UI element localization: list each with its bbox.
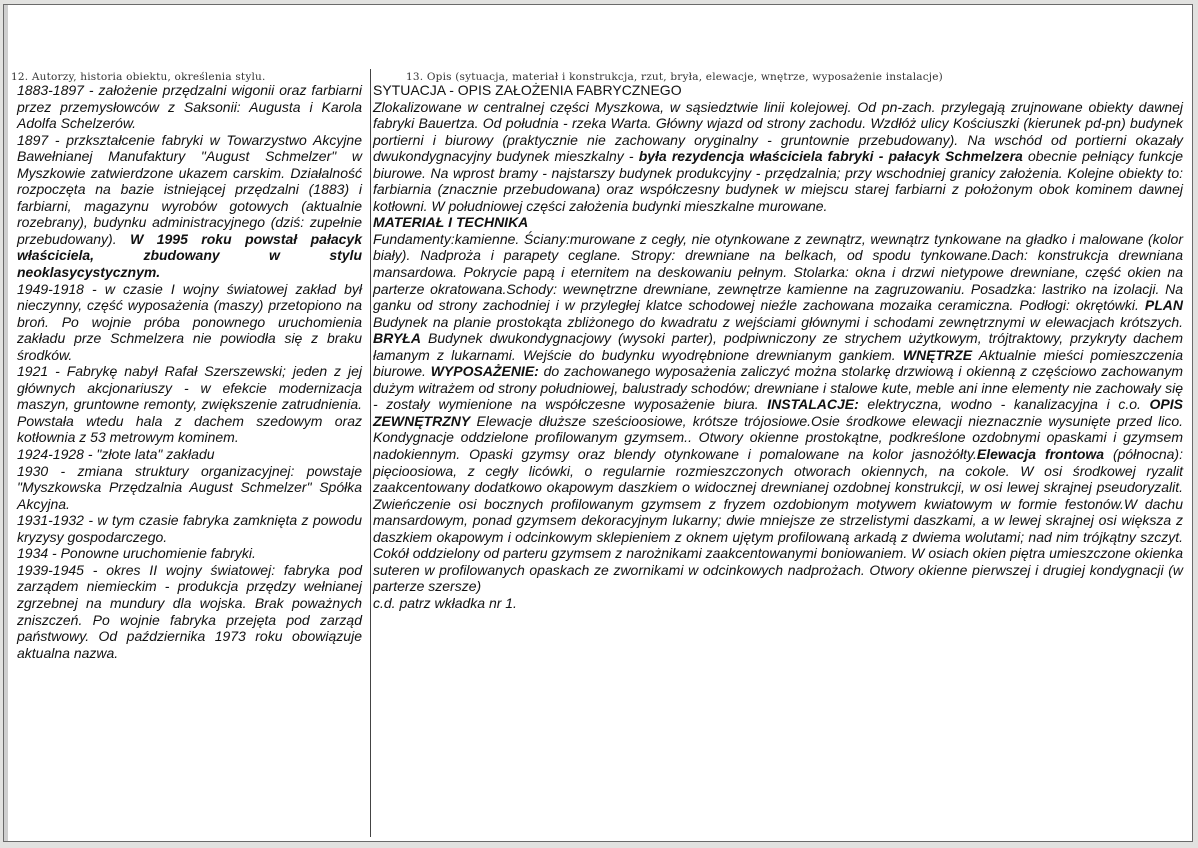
instalacje-label: INSTALACJE: xyxy=(767,396,859,413)
bryla-label: BRYŁA xyxy=(373,330,421,347)
palace-highlight: była rezydencja właściciela fabryki - pałacyk Schmelzera xyxy=(638,148,1023,165)
history-entry: 1897 - przkształcenie fabryki w Towarzystwo Akcyjne Bawełnianej Manufaktury "August Schmelzer" w Myszkowie zatwierdzone ukazem carskim. Działalność rozpoczęta na bazie istniejącej przędzalni (1883) i farbiarni, magazynu wyrobów gotowych (aktualnie rozebrany), budynku administracyjnego (dziś: zupełnie przebudowany). W 1995 roku powstał pałacyk właściciela, zbudowany w stylu neoklasycystycznym. xyxy=(17,131,362,281)
wnetrze-label: WNĘTRZE xyxy=(902,346,973,363)
history-entry: 1930 - zmiana struktury organizacyjnej: powstaje "Myszkowska Przędzalnia August Schmelzer" Spółka Akcyjna. xyxy=(17,462,362,512)
description-column xyxy=(373,82,1183,612)
opis-zewnetrzny-label: OPIS ZEWNĘTRZNY xyxy=(373,396,1183,429)
continuation-note: c.d. patrz wkładka nr 1. xyxy=(373,594,517,611)
history-entry: 1924-1928 - "złote lata" zakładu xyxy=(17,446,215,463)
sytuacja-paragraph: Zlokalizowane w centralnej części Myszkowa, w sąsiedztwie linii kolejowej. Od pn-zach. przylegają zrujnowane obiekty dawnej fabryki Bauertza. Od południa - rzeka Warta. Główny wjazd od strony zachodu. Wzdłóż ulicy Kościuszki (kierunek pd-pn) budynek portierni i biurowy (praktycznie nie zachowany oryginalny - gruntownie przebudowany). Na wschód od portierni okazały dwukondygnacyjny budynek mieszkalny - była rezydencja właściciela fabryki - pałacyk Schmelzera obecnie pełniący funkcje biurowe. Na wprost bramy - najstarszy budynek produkcyjny - przędzalnia; przy wschodniej granicy założenia. Kolejne obiekty to: farbiarnia (znacznie przebudowana) oraz współczesny budynek w miejscu starej farbiarni z położonym obok kominem dawnej kotłowni. W południowej części założenia budynki mieszkalne murowane. xyxy=(373,98,1184,214)
document-sheet xyxy=(3,4,1193,842)
plan-label: PLAN xyxy=(1144,297,1183,314)
section-12-header: 12. Autorzy, historia obiektu, określenia stylu. xyxy=(11,71,266,83)
sytuacja-heading: SYTUACJA - OPIS ZAŁOŻENIA FABRYCZNEGO xyxy=(373,82,682,98)
history-entry: 1883-1897 - założenie przędzalni wigonii oraz farbiarni przez przemysłowców z Saksonii: Augusta i Karola Adolfa Schelzerów. xyxy=(17,82,362,132)
history-column xyxy=(17,82,362,661)
history-entry: 1949-1918 - w czasie I wojny światowej zakład był nieczynny, część wyposażenia (maszy) przetopiono na broń. Po wojnie próba ponownego uruchomienia zakładu prze Schmelzera nie powiodła się z braku środków. xyxy=(17,280,362,363)
history-highlight: W 1995 roku powstał pałacyk właściciela, zbudowany w stylu neoklasycystycznym. xyxy=(17,230,362,281)
material-heading: MATERIAŁ I TECHNIKA xyxy=(373,214,529,231)
elewacja-frontowa-label: Elewacja frontowa xyxy=(976,446,1105,463)
history-entry: 1939-1945 - okres II wojny światowej: fabryka pod zarządem niemieckim - produkcja przędzy wełnianej zgrzebnej na mundury dla wojska. Brak poważnych zniszczeń. Po wojnie fabryka przejęta pod zarząd państwowy. Od października 1973 roku obowiązuje aktualna nazwa. xyxy=(17,561,362,661)
page-edge xyxy=(4,5,8,841)
history-entry: 1931-1932 - w tym czasie fabryka zamknięta z powodu kryzysy gospodarczego. xyxy=(17,512,362,545)
history-entry: 1934 - Ponowne uruchomienie fabryki. xyxy=(17,545,256,562)
material-paragraph: Fundamenty:kamienne. Ściany:murowane z cegły, nie otynkowane z zewnątrz, wewnątrz tynkowane na gładko i malowane (kolor biały). Nadproża i parapety ceglane. Stropy: drewniane na belkach, od spodu tynkowane.Dach: konstrukcja drewniana mansardowa. Pokrycie papą i eternitem na deskowaniu pełnym. Stolarka: okna i drzwi nietypowe drewniane, część okien na parterze okratowana.Schody: wewnętrzne drewniane, zewnętrze kamienne na zagruzowaniu. Posadzka: lastriko na izolacji. Na ganku od strony zachodniej i w przyległej klatce schodowej nieźle zachowana mozaika ceramiczna. Podłogi: okrętówki. PLAN Budynek na planie prostokąta zbliżonego do kwadratu z wejściami głównymi i schodami zewnętrznymi w elewacjach krótszych. BRYŁA Budynek dwukondygnacjowy (wysoki parter), podpiwniczony ze strychem użytkowym, trójtraktowy, przykryty dachem łamanym z lukarnami. Wejście do budynku wyodrębnione drewnianym gankiem. WNĘTRZE Aktualnie mieści pomieszczenia biurowe. WYPOSAŻENIE: do zachowanego wyposażenia zaliczyć można stolarkę drzwiową i okienną z częściowo zachowanym dużym witrażem od strony południowej, balustrady schodów; drewniane i stalowe kute, meble ani inne elementy nie zachowały się - zostały wymienione na współczesne wyposażenie biura. INSTALACJE: elektryczna, wodno - kanalizacyjna i c.o. OPIS ZEWNĘTRZNY Elewacje dłuższe sześcioosiowe, krótsze trójosiowe.Osie środkowe elewacji nieznacznie wysunięte przed lico. Kondygnacje oddzielone profilowanym gzymsem.. Otwory okienne prostokątne, podkreślone ozdobnymi opaskami i gzymsem nadokiennym. Opaski gzymsy oraz blendy otynkowane i pomalowane na kolor jasnożółty.Elewacja frontowa (północna): pięcioosiowa, z cegły licówki, o regularnie rozmieszczonych otworach okiennych, na cokole. W osi środkowej ryzalit zaakcentowany dodatkowo okapowym daszkiem o widocznej drewnianej ozdobnej konstrukcji, w osi lewej skrajnej pseudoryzalit. Zwieńczenie osi bocznych profilowanym gzymsem z fryzem ozdobionym motywem kwiatowym w formie festonów.W dachu mansardowym, ponad gzymsem dekoracyjnym lukarny; dwie mniejsze ze strzelistymi daszkami, a w lewej skrajnej osi większa z daszkiem okapowym i odcinkowym sklepieniem z oknem ujętym profilowaną arkadą z dwiema wolutami; nad nim trójkątny szczyt. Cokół oddzielony od parteru gzymsem z narożnikami zaakcentowanymi boniowaniem. W osiach okien piętra umieszczone okienka suteren w profilowanych opaskach ze zwornikami w odcinkowych nadprożach. Otwory okienne pierwszej i drugiej kondygnacji (w parterze szersze) xyxy=(373,230,1183,595)
section-13-header: 13. Opis (sytuacja, materiał i konstrukcja, rzut, bryła, elewacje, wnętrze, wyposażenie instalacje) xyxy=(406,71,943,83)
history-entry: 1921 - Fabrykę nabył Rafał Szerszewski; jeden z jej głównych akcjonariuszy - w efekcie modernizacja maszyn, gruntowne remonty, zwiększenie zatrudnienia. Powstała wtedu hala z dachem szedowym oraz kotłownia z 53 metrowym kominem. xyxy=(17,363,362,446)
wyposazenie-label: WYPOSAŻENIE: xyxy=(430,363,539,380)
column-divider xyxy=(370,69,371,837)
